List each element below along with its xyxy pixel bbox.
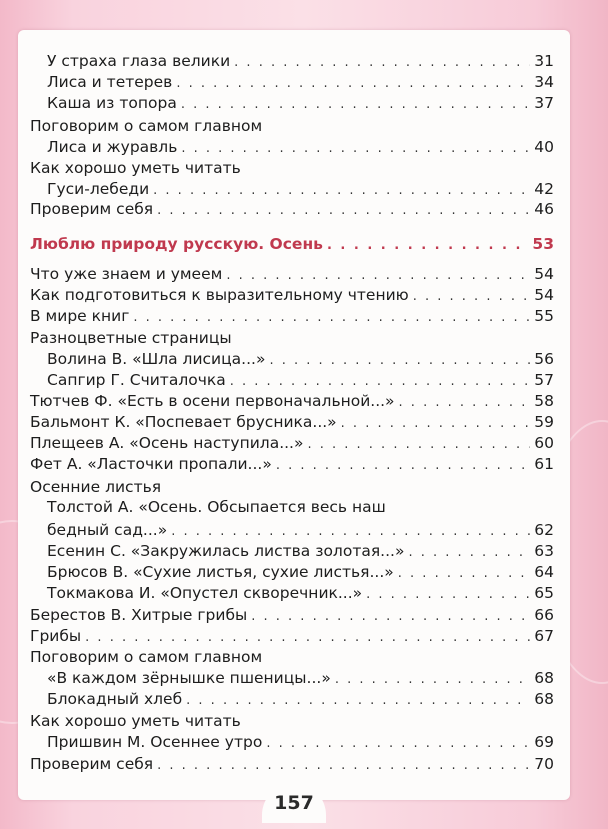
toc-entry-page: 55 <box>534 307 554 325</box>
toc-entry-title: Берестов В. Хитрые грибы <box>30 606 248 624</box>
toc-entry <box>47 496 554 518</box>
toc-entry-page: 54 <box>534 265 554 283</box>
toc-entry-title: Толстой А. «Осень. Обсыпается весь наш <box>47 498 386 516</box>
toc-entry-title: Сапгир Г. Считалочка <box>47 371 226 389</box>
toc-entry-page: 56 <box>534 350 554 368</box>
toc-entry <box>30 411 554 433</box>
toc-entry-title: Как хорошо уметь читать <box>30 712 241 730</box>
toc-entry-title: Плещеев А. «Осень наступила...» <box>30 434 304 452</box>
toc-entry-page: 58 <box>534 392 554 410</box>
toc-entry <box>30 115 554 137</box>
toc-entry <box>47 369 554 391</box>
toc-entry <box>47 50 554 72</box>
content-page <box>18 30 570 800</box>
toc-leader-dots <box>186 690 530 712</box>
toc-leader-dots <box>133 307 530 329</box>
toc-entry-page: 31 <box>534 52 554 70</box>
toc-entry <box>30 305 554 327</box>
toc-entry-title: Блокадный хлеб <box>47 690 183 708</box>
toc-entry-page: 70 <box>534 755 554 773</box>
toc-entry-title: Проверим себя <box>30 755 154 773</box>
toc-entry <box>30 327 554 349</box>
toc-entry <box>47 519 554 541</box>
toc-section-heading <box>30 233 554 255</box>
toc-entry <box>30 390 554 412</box>
toc-entry <box>47 582 554 604</box>
toc-entry-title: Пришвин М. Осеннее утро <box>47 733 263 751</box>
toc-entry <box>47 178 554 200</box>
toc-leader-dots <box>327 235 528 257</box>
toc-entry-page: 34 <box>534 73 554 91</box>
toc-leader-dots <box>157 200 530 222</box>
toc-entry-page: 54 <box>534 286 554 304</box>
toc-entry <box>47 92 554 114</box>
toc-entry-title: Лиса и журавль <box>47 138 178 156</box>
toc-leader-dots <box>276 455 530 477</box>
toc-entry-page: 40 <box>534 138 554 156</box>
toc-entry-title: Что уже знаем и умеем <box>30 265 223 283</box>
toc-entry-page: 53 <box>532 235 554 253</box>
toc-entry <box>47 688 554 710</box>
toc-entry-title: Поговорим о самом главном <box>30 648 263 666</box>
toc-entry-page: 46 <box>534 200 554 218</box>
toc-entry-title: Люблю природу русскую. Осень <box>30 235 323 253</box>
toc-leader-dots <box>366 584 530 606</box>
toc-entry-title: Тютчев Ф. «Есть в осени первоначальной...» <box>30 392 395 410</box>
toc-entry <box>30 710 554 732</box>
toc-entry-page: 37 <box>534 94 554 112</box>
toc-entry <box>30 453 554 475</box>
toc-entry <box>30 753 554 775</box>
toc-entry <box>47 71 554 93</box>
toc-entry-page: 69 <box>534 733 554 751</box>
toc-entry-page: 63 <box>534 542 554 560</box>
toc-entry-title: Есенин С. «Закружилась листва золотая...» <box>47 542 405 560</box>
toc-entry-page: 62 <box>534 521 554 539</box>
toc-entry <box>30 604 554 626</box>
toc-entry-title: Волина В. «Шла лисица...» <box>47 350 266 368</box>
toc-leader-dots <box>181 94 530 116</box>
toc-entry <box>47 136 554 158</box>
toc-entry <box>30 198 554 220</box>
toc-entry-page: 64 <box>534 563 554 581</box>
toc-entry-title: В мире книг <box>30 307 130 325</box>
toc-entry-title: Как подготовиться к выразительному чтению <box>30 286 409 304</box>
toc-entry-page: 68 <box>534 669 554 687</box>
toc-entry-page: 57 <box>534 371 554 389</box>
toc-entry-title: Осенние листья <box>30 478 162 496</box>
toc-entry <box>47 731 554 753</box>
toc-entry-title: Разноцветные страницы <box>30 329 232 347</box>
page-number: 157 <box>262 783 326 823</box>
toc-entry-title: бедный сад...» <box>47 521 168 539</box>
toc-entry-page: 59 <box>534 413 554 431</box>
toc-entry <box>47 540 554 562</box>
toc-entry <box>30 157 554 179</box>
toc-entry <box>30 646 554 668</box>
toc-entry-title: Гуси-лебеди <box>47 180 150 198</box>
toc-entry <box>47 561 554 583</box>
toc-entry <box>30 625 554 647</box>
toc-leader-dots <box>266 733 530 755</box>
toc-entry <box>30 432 554 454</box>
toc-entry-title: «В каждом зёрнышке пшеницы...» <box>47 669 331 687</box>
toc-entry-title: Каша из топора <box>47 94 177 112</box>
toc-entry-page: 67 <box>534 627 554 645</box>
toc-entry-title: Фет А. «Ласточки пропали...» <box>30 455 272 473</box>
toc-entry-page: 42 <box>534 180 554 198</box>
toc-entry <box>47 348 554 370</box>
toc-entry-title: Поговорим о самом главном <box>30 117 263 135</box>
toc-entry-title: Брюсов В. «Сухие листья, сухие листья...» <box>47 563 394 581</box>
toc-entry-title: Лиса и тетерев <box>47 73 173 91</box>
toc-entry-page: 61 <box>534 455 554 473</box>
toc-entry-title: Проверим себя <box>30 200 154 218</box>
toc-entry-title: Грибы <box>30 627 82 645</box>
toc-entry-title: Токмакова И. «Опустел скворечник...» <box>47 584 363 602</box>
toc-entry-page: 68 <box>534 690 554 708</box>
toc-entry-page: 60 <box>534 434 554 452</box>
toc-entry-title: У страха глаза велики <box>47 52 231 70</box>
toc-entry <box>47 667 554 689</box>
toc-leader-dots <box>157 755 530 777</box>
toc-entry-title: Бальмонт К. «Поспевает брусника...» <box>30 413 337 431</box>
toc-entry-title: Как хорошо уметь читать <box>30 159 241 177</box>
toc-entry <box>30 476 554 498</box>
toc-entry-page: 65 <box>534 584 554 602</box>
toc-entry-page: 66 <box>534 606 554 624</box>
toc-entry <box>30 263 554 285</box>
toc-entry <box>30 284 554 306</box>
